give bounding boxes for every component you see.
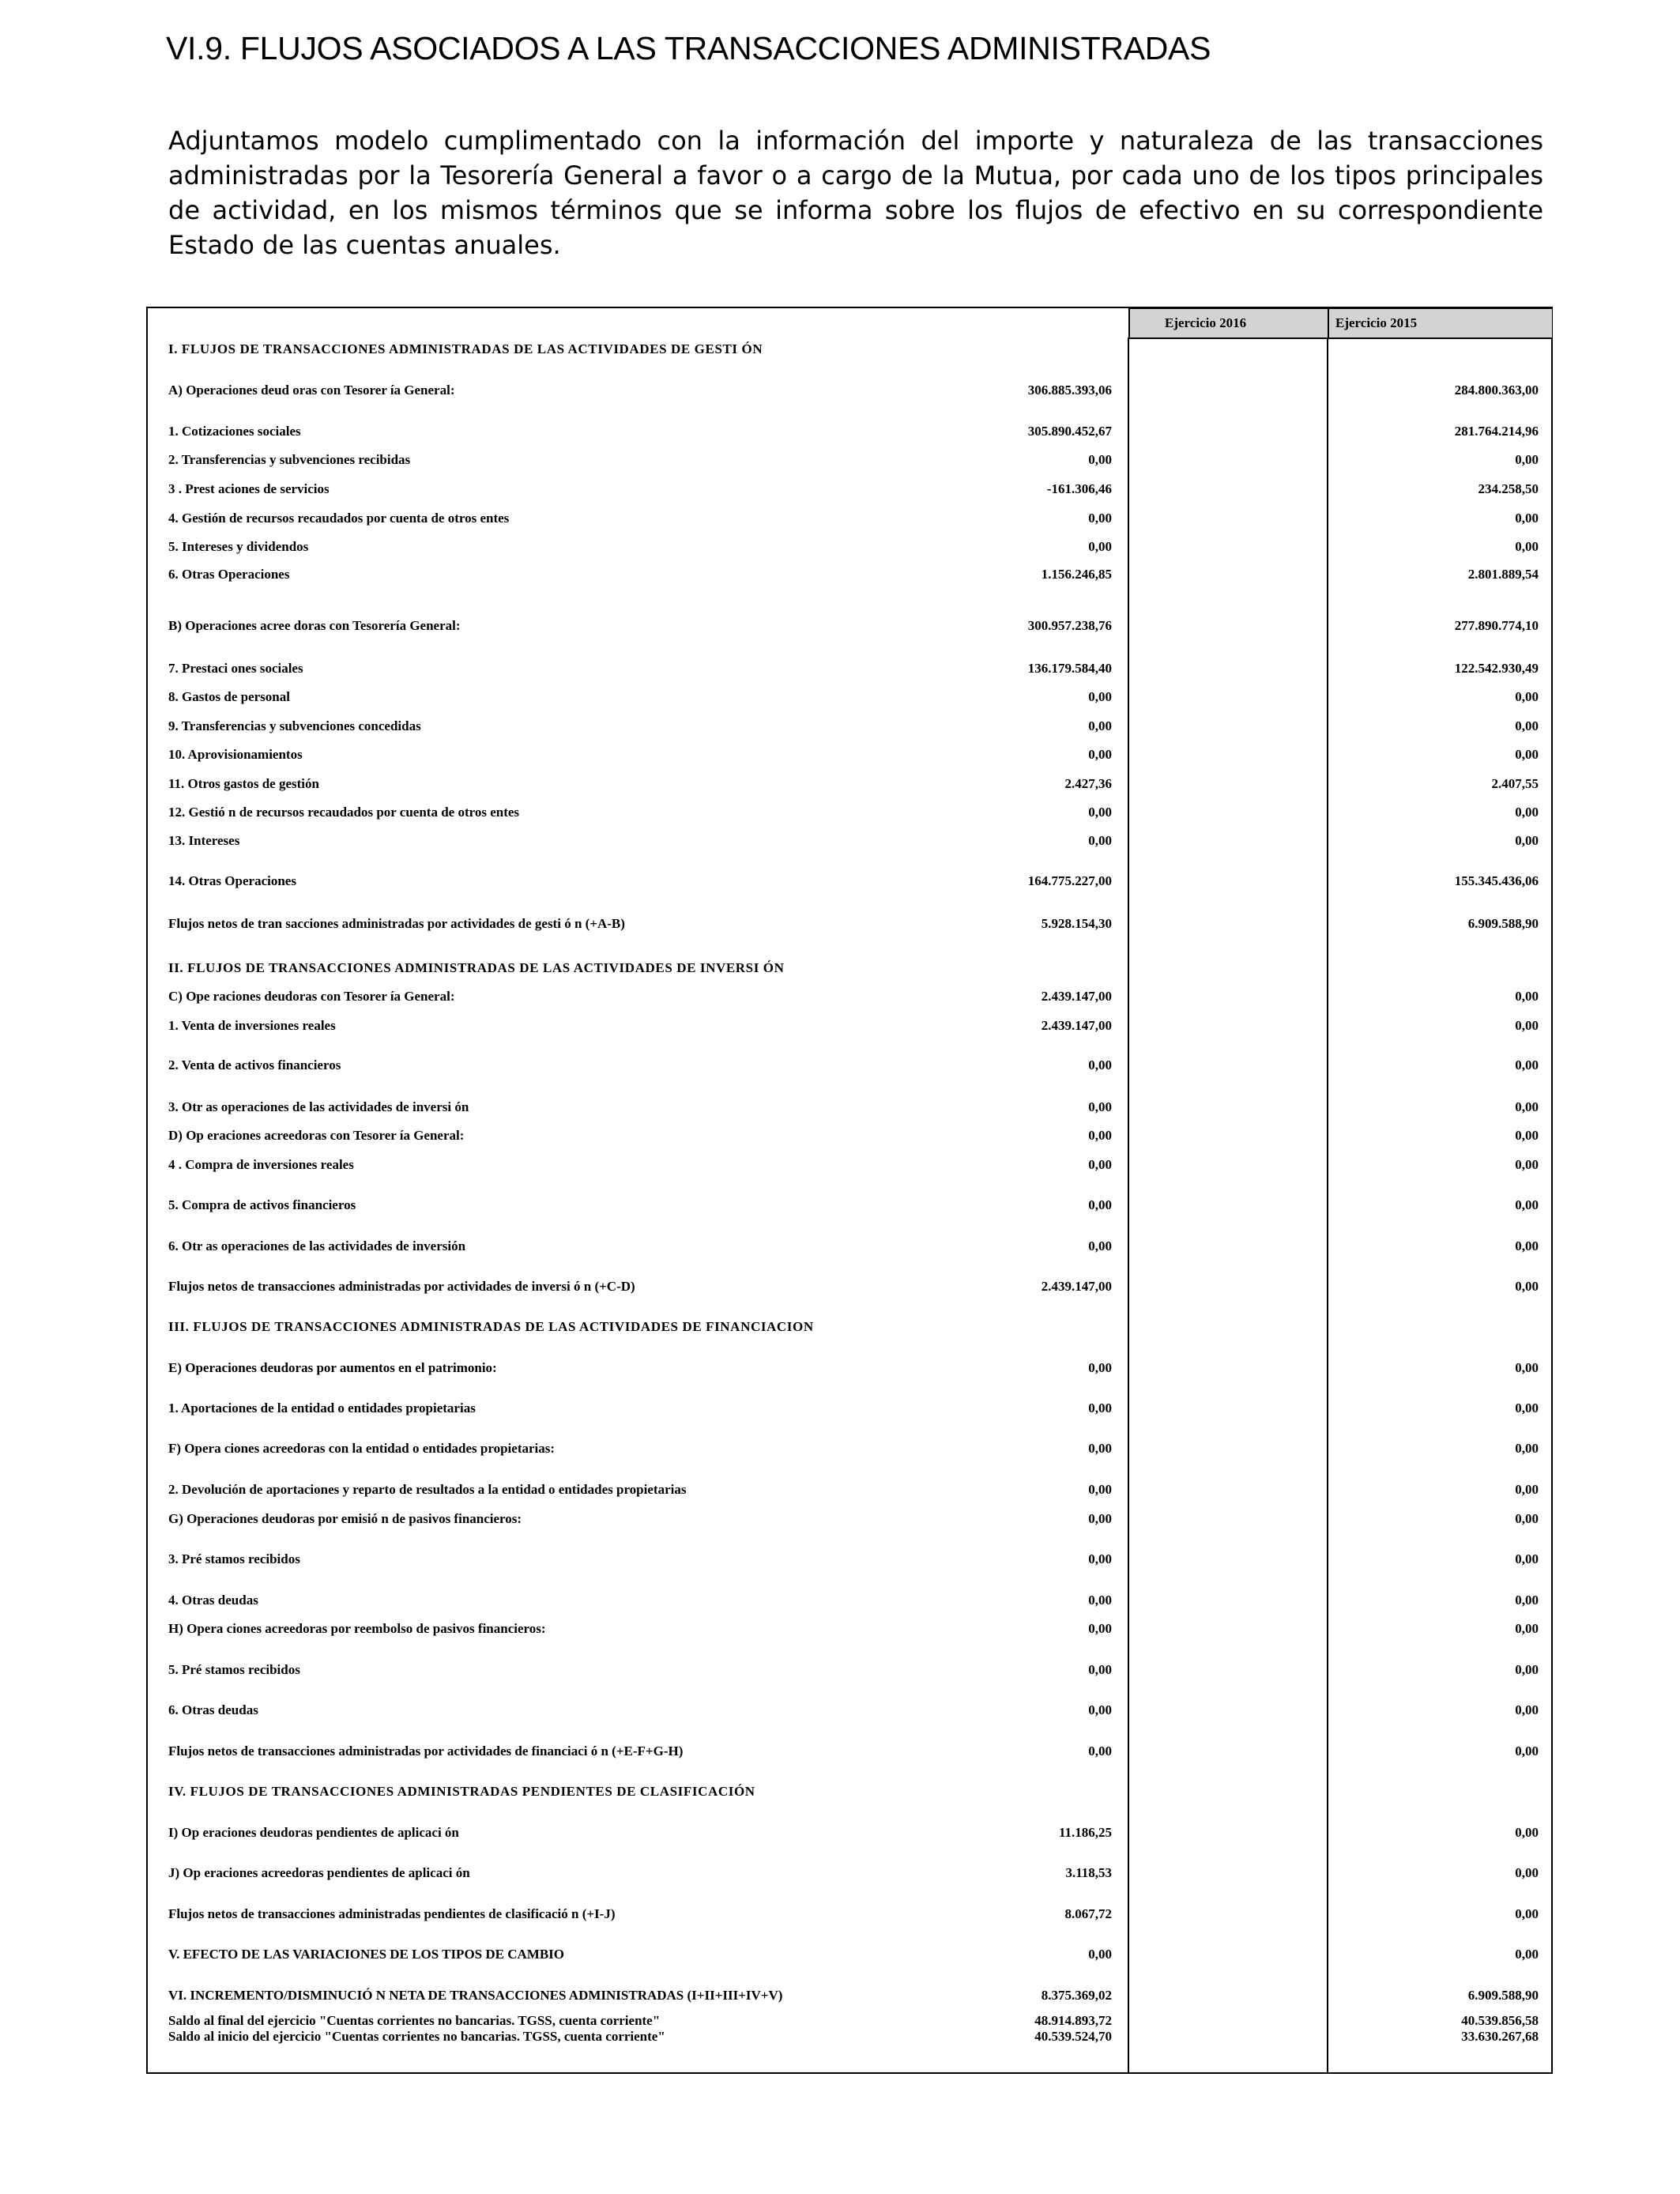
row-label: E) Operaciones deudoras por aumentos en el patrimonio: (168, 1360, 497, 1375)
value-2016: 306.885.393,06 (1027, 383, 1112, 398)
table-row (148, 2008, 1551, 2032)
table-row (148, 1739, 1551, 1762)
value-2016: 0,00 (1088, 718, 1112, 733)
value-2015: 0,00 (1515, 1238, 1539, 1253)
value-2015: 0,00 (1515, 805, 1539, 820)
table-row (148, 613, 1551, 637)
value-2015: 0,00 (1515, 1018, 1539, 1033)
value-2016: 11.186,25 (1058, 1825, 1112, 1840)
value-2015: 234.258,50 (1478, 481, 1539, 496)
row-label: Flujos netos de tran sacciones administradas por actividades de gesti ó n (+A-B) (168, 916, 625, 931)
table-row (148, 1657, 1551, 1681)
row-label: I) Op eraciones deudoras pendientes de aplicaci ón (168, 1825, 459, 1840)
value-2016: 1.156.246,85 (1041, 567, 1112, 582)
row-label: 8. Gastos de personal (168, 689, 290, 704)
value-2015: 2.407,55 (1491, 776, 1539, 791)
row-label: H) Opera ciones acreedoras por reembolso de pasivos financieros: (168, 1621, 546, 1636)
table-row (148, 1152, 1551, 1176)
value-2015: 0,00 (1515, 1702, 1539, 1717)
value-2016: 0,00 (1088, 1511, 1112, 1526)
value-2016: 0,00 (1088, 1482, 1112, 1497)
table-row (148, 1902, 1551, 1925)
value-2016: 0,00 (1088, 689, 1112, 704)
value-2015: 0,00 (1515, 1441, 1539, 1456)
table-row (148, 447, 1551, 471)
value-2016: -161.306,46 (1046, 481, 1112, 496)
table-row (148, 911, 1551, 935)
value-2015: 0,00 (1515, 1482, 1539, 1497)
value-2015: 0,00 (1515, 539, 1539, 554)
value-2015: 33.630.267,68 (1461, 2029, 1539, 2044)
table-row (148, 1698, 1551, 1721)
value-2016: 0,00 (1088, 1441, 1112, 1456)
value-2016: 0,00 (1088, 1238, 1112, 1253)
value-2015: 0,00 (1515, 1099, 1539, 1114)
table-row (148, 742, 1551, 766)
intro-paragraph: Adjuntamos modelo cumplimentado con la información del importe y naturaleza de las transacciones administradas por la Tesorería General a favor o a cargo de la Mutua, por cada uno de los tipos principales de actividad, en los mismos términos que se informa sobre los flujos de efectivo en su correspondiente Estado de las cuentas anuales. (168, 126, 1543, 260)
value-2015: 0,00 (1515, 689, 1539, 704)
row-label: VI. INCREMENTO/DISMINUCIÓ N NETA DE TRANSACCIONES ADMINISTRADAS (I+II+III+IV+V) (168, 1988, 783, 2003)
value-2016: 0,00 (1088, 452, 1112, 467)
row-label: 3. Otr as operaciones de las actividades de inversi ón (168, 1099, 469, 1114)
value-2016: 0,00 (1088, 1744, 1112, 1759)
value-2015: 0,00 (1515, 1621, 1539, 1636)
value-2015: 0,00 (1515, 833, 1539, 848)
value-2015: 0,00 (1515, 1906, 1539, 1921)
row-label: 2. Venta de activos financieros (168, 1057, 341, 1072)
value-2016: 8.067,72 (1064, 1906, 1112, 1921)
value-2015: 0,00 (1515, 1662, 1539, 1677)
table-row (148, 1477, 1551, 1501)
value-2016: 0,00 (1088, 1947, 1112, 1962)
table-row (148, 1616, 1551, 1640)
value-2016: 0,00 (1088, 1593, 1112, 1608)
value-2016: 0,00 (1088, 1197, 1112, 1212)
row-label: 6. Otras deudas (168, 1702, 258, 1717)
value-2015: 281.764.214,96 (1454, 424, 1539, 439)
table-row (148, 534, 1551, 558)
row-label: 1. Cotizaciones sociales (168, 424, 301, 439)
value-2016: 0,00 (1088, 805, 1112, 820)
row-label: 9. Transferencias y subvenciones concedidas (168, 718, 421, 733)
row-label: F) Opera ciones acreedoras con la entidad o entidades propietarias: (168, 1441, 556, 1456)
value-2015: 0,00 (1515, 1865, 1539, 1880)
table-row (148, 1588, 1551, 1612)
row-label: C) Ope raciones deudoras con Tesorer ía General: (168, 989, 455, 1004)
value-2016: 0,00 (1088, 1099, 1112, 1114)
row-label: 4. Gestión de recursos recaudados por cuenta de otros entes (168, 511, 510, 526)
table-row (148, 1506, 1551, 1530)
value-2016: 0,00 (1088, 1702, 1112, 1717)
value-2016: 2.439.147,00 (1041, 1018, 1112, 1033)
value-2015: 0,00 (1515, 1947, 1539, 1962)
page-title: VI.9. FLUJOS ASOCIADOS A LAS TRANSACCIONES ADMINISTRADAS (166, 30, 1211, 66)
value-2015: 6.909.588,90 (1467, 916, 1539, 931)
table-row (148, 1123, 1551, 1147)
value-2015: 0,00 (1515, 1057, 1539, 1072)
value-2015: 2.801.889,54 (1467, 567, 1539, 582)
row-label: 6. Otras Operaciones (168, 567, 290, 582)
table-row (148, 1013, 1551, 1037)
value-2016: 0,00 (1088, 1662, 1112, 1677)
row-label: 5. Intereses y dividendos (168, 539, 309, 554)
table-row (148, 1983, 1551, 2007)
table-row (148, 714, 1551, 737)
value-2016: 2.439.147,00 (1041, 989, 1112, 1004)
table-row (148, 828, 1551, 852)
value-2015: 0,00 (1515, 989, 1539, 1004)
row-label: 5. Compra de activos financieros (168, 1197, 356, 1212)
value-2016: 2.427,36 (1064, 776, 1112, 791)
value-2015: 0,00 (1515, 1360, 1539, 1375)
value-2015: 0,00 (1515, 1593, 1539, 1608)
value-2015: 0,00 (1515, 1825, 1539, 1840)
table-row (148, 1860, 1551, 1884)
table-row (148, 800, 1551, 824)
row-label: 6. Otr as operaciones de las actividades de inversión (168, 1238, 466, 1253)
section-header-row (148, 1314, 1551, 1338)
row-label: 11. Otros gastos de gestión (168, 776, 319, 791)
row-label: 3 . Prest aciones de servicios (168, 481, 330, 496)
value-2015: 0,00 (1515, 1197, 1539, 1212)
row-label: Saldo al final del ejercicio "Cuentas corrientes no bancarias. TGSS, cuenta corriente" (168, 2013, 661, 2028)
row-label: 1. Venta de inversiones reales (168, 1018, 336, 1033)
column-header-label: Ejercicio 2016 (1165, 315, 1247, 330)
value-2016: 0,00 (1088, 511, 1112, 526)
row-label: 13. Intereses (168, 833, 240, 848)
row-label: 14. Otras Operaciones (168, 873, 296, 888)
table-row (148, 1820, 1551, 1844)
section-header-row (148, 956, 1551, 979)
value-2015: 0,00 (1515, 1744, 1539, 1759)
value-2016: 0,00 (1088, 747, 1112, 762)
value-2016: 5.928.154,30 (1041, 916, 1112, 931)
table-row (148, 869, 1551, 892)
table-row (148, 684, 1551, 708)
value-2015: 155.345.436,06 (1454, 873, 1539, 888)
value-2016: 0,00 (1088, 1360, 1112, 1375)
table-row (148, 1274, 1551, 1298)
row-label: 3. Pré stamos recibidos (168, 1551, 300, 1566)
table-row (148, 1547, 1551, 1570)
value-2016: 40.539.524,70 (1034, 2029, 1112, 2044)
row-label: IV. FLUJOS DE TRANSACCIONES ADMINISTRADAS PENDIENTES DE CLASIFICACIÓN (168, 1784, 755, 1799)
value-2016: 0,00 (1088, 1551, 1112, 1566)
value-2015: 0,00 (1515, 1551, 1539, 1566)
row-label: J) Op eraciones acreedoras pendientes de aplicaci ón (168, 1865, 470, 1880)
value-2015: 0,00 (1515, 718, 1539, 733)
row-label: 1. Aportaciones de la entidad o entidades propietarias (168, 1400, 476, 1416)
table-row (148, 419, 1551, 443)
row-label: D) Op eraciones acreedoras con Tesorer ía General: (168, 1128, 465, 1143)
value-2016: 0,00 (1088, 539, 1112, 554)
column-header-2016 (1128, 307, 1328, 339)
value-2016: 305.890.452,67 (1027, 424, 1112, 439)
row-label: Flujos netos de transacciones administradas por actividades de inversi ó n (+C-D) (168, 1279, 635, 1294)
value-2015: 0,00 (1515, 747, 1539, 762)
table-row (148, 1234, 1551, 1257)
value-2015: 0,00 (1515, 1400, 1539, 1416)
section-header-row (148, 337, 1551, 360)
value-2016: 0,00 (1088, 1057, 1112, 1072)
table-row (148, 1436, 1551, 1460)
row-label: A) Operaciones deud oras con Tesorer ía General: (168, 383, 455, 398)
value-2015: 0,00 (1515, 511, 1539, 526)
value-2015: 284.800.363,00 (1454, 383, 1539, 398)
value-2015: 0,00 (1515, 452, 1539, 467)
table-row (148, 378, 1551, 401)
row-label: 2. Devolución de aportaciones y reparto de resultados a la entidad o entidades propietarias (168, 1482, 687, 1497)
row-label: 4. Otras deudas (168, 1593, 258, 1608)
value-2016: 300.957.238,76 (1027, 618, 1112, 633)
row-label: 7. Prestaci ones sociales (168, 661, 303, 676)
row-label: 10. Aprovisionamientos (168, 747, 303, 762)
value-2015: 6.909.588,90 (1467, 1988, 1539, 2003)
table-row (148, 1355, 1551, 1379)
value-2016: 0,00 (1088, 1400, 1112, 1416)
value-2015: 0,00 (1515, 1157, 1539, 1172)
value-2016: 3.118,53 (1065, 1865, 1112, 1880)
value-2015: 0,00 (1515, 1128, 1539, 1143)
row-label: 4 . Compra de inversiones reales (168, 1157, 354, 1172)
column-header-2015 (1328, 307, 1552, 339)
row-label: Saldo al inicio del ejercicio "Cuentas corrientes no bancarias. TGSS, cuenta corriente" (168, 2029, 665, 2044)
table-row (148, 477, 1551, 500)
row-label: III. FLUJOS DE TRANSACCIONES ADMINISTRADAS DE LAS ACTIVIDADES DE FINANCIACION (168, 1319, 814, 1334)
value-2016: 0,00 (1088, 1157, 1112, 1172)
flows-table (146, 307, 1553, 2074)
value-2016: 0,00 (1088, 833, 1112, 848)
row-label: V. EFECTO DE LAS VARIACIONES DE LOS TIPOS DE CAMBIO (168, 1947, 565, 1962)
table-row (148, 1942, 1551, 1966)
value-2015: 0,00 (1515, 1511, 1539, 1526)
row-label: 12. Gestió n de recursos recaudados por cuenta de otros entes (168, 805, 520, 820)
column-header-label: Ejercicio 2015 (1335, 315, 1418, 330)
value-2016: 8.375.369,02 (1041, 1988, 1112, 2003)
table-row (148, 771, 1551, 795)
row-label: 5. Pré stamos recibidos (168, 1662, 300, 1677)
value-2016: 48.914.893,72 (1034, 2013, 1112, 2028)
row-label: Flujos netos de transacciones administradas pendientes de clasificació n (+I-J) (168, 1906, 616, 1921)
table-row (148, 506, 1551, 530)
table-row (148, 1095, 1551, 1118)
row-label: G) Operaciones deudoras por emisió n de pasivos financieros: (168, 1511, 522, 1526)
section-header-row (148, 1779, 1551, 1803)
row-label: 2. Transferencias y subvenciones recibidas (168, 452, 411, 467)
table-row (148, 984, 1551, 1008)
value-2016: 0,00 (1088, 1128, 1112, 1143)
row-label: II. FLUJOS DE TRANSACCIONES ADMINISTRADAS DE LAS ACTIVIDADES DE INVERSI ÓN (168, 960, 785, 975)
value-2015: 122.542.930,49 (1454, 661, 1539, 676)
table-row (148, 1053, 1551, 1076)
value-2015: 277.890.774,10 (1454, 618, 1539, 633)
value-2015: 0,00 (1515, 1279, 1539, 1294)
value-2015: 40.539.856,58 (1461, 2013, 1539, 2028)
value-2016: 0,00 (1088, 1621, 1112, 1636)
value-2016: 164.775.227,00 (1027, 873, 1112, 888)
table-row (148, 1396, 1551, 1419)
value-2016: 2.439.147,00 (1041, 1279, 1112, 1294)
table-row (148, 562, 1551, 586)
value-2016: 136.179.584,40 (1027, 661, 1112, 676)
row-label: I. FLUJOS DE TRANSACCIONES ADMINISTRADAS DE LAS ACTIVIDADES DE GESTI ÓN (168, 341, 763, 356)
row-label: B) Operaciones acree doras con Tesorería General: (168, 618, 461, 633)
table-row (148, 1193, 1551, 1216)
table-row (148, 656, 1551, 680)
row-label: Flujos netos de transacciones administradas por actividades de financiaci ó n (+E-F+G-H) (168, 1744, 684, 1759)
